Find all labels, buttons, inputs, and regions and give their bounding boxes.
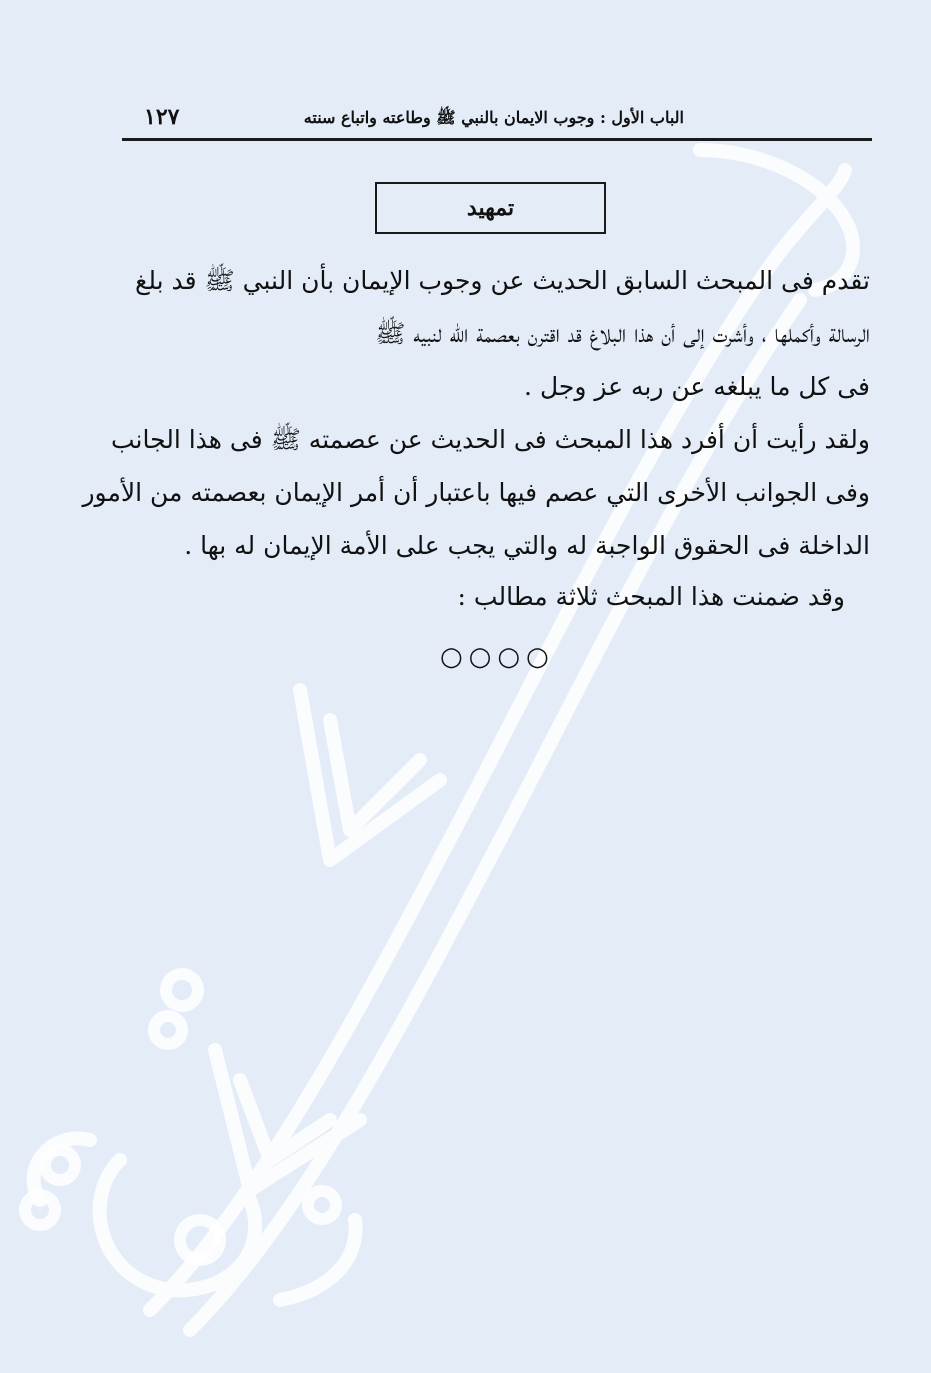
- page-header: [122, 104, 872, 141]
- paragraph-line: ولقد رأيت أن أفرد هذا المبحث فى الحديث عن عصمته ﷺ فى هذا الجانب: [110, 425, 870, 454]
- page-number: ١٢٧: [144, 104, 180, 130]
- paragraph-2: [82, 413, 870, 572]
- paragraph-1: [120, 254, 870, 413]
- paragraph-line: تقدم فى المبحث السابق الحديث عن وجوب الإيمان بأن النبي ﷺ قد بلغ: [135, 266, 870, 295]
- paragraph-line: الداخلة فى الحقوق الواجبة له والتي يجب على الأمة الإيمان له بها .: [184, 531, 870, 560]
- section-title-box: [375, 182, 606, 234]
- paragraph-line: فى كل ما يبلغه عن ربه عز وجل .: [524, 372, 870, 401]
- section-separator: ○○○○: [440, 642, 555, 672]
- paragraph-line: وقد ضمنت هذا المبحث ثلاثة مطالب :: [457, 582, 845, 611]
- header-title: الباب الأول : وجوب الايمان بالنبي ﷺ وطاعته واتباع سنته: [303, 108, 684, 127]
- paragraph-3: [120, 570, 845, 623]
- paragraph-line: الرسالة وأكملها ، وأشرت إلى أن هذا البلاغ قد اقترن بعصمة اللّٰه لنبيه ﷺ: [375, 319, 870, 348]
- paragraph-line: وفى الجوانب الأخرى التي عصم فيها باعتبار أن أمر الإيمان بعصمته من الأمور: [82, 478, 870, 507]
- section-title: تمهيد: [466, 195, 515, 221]
